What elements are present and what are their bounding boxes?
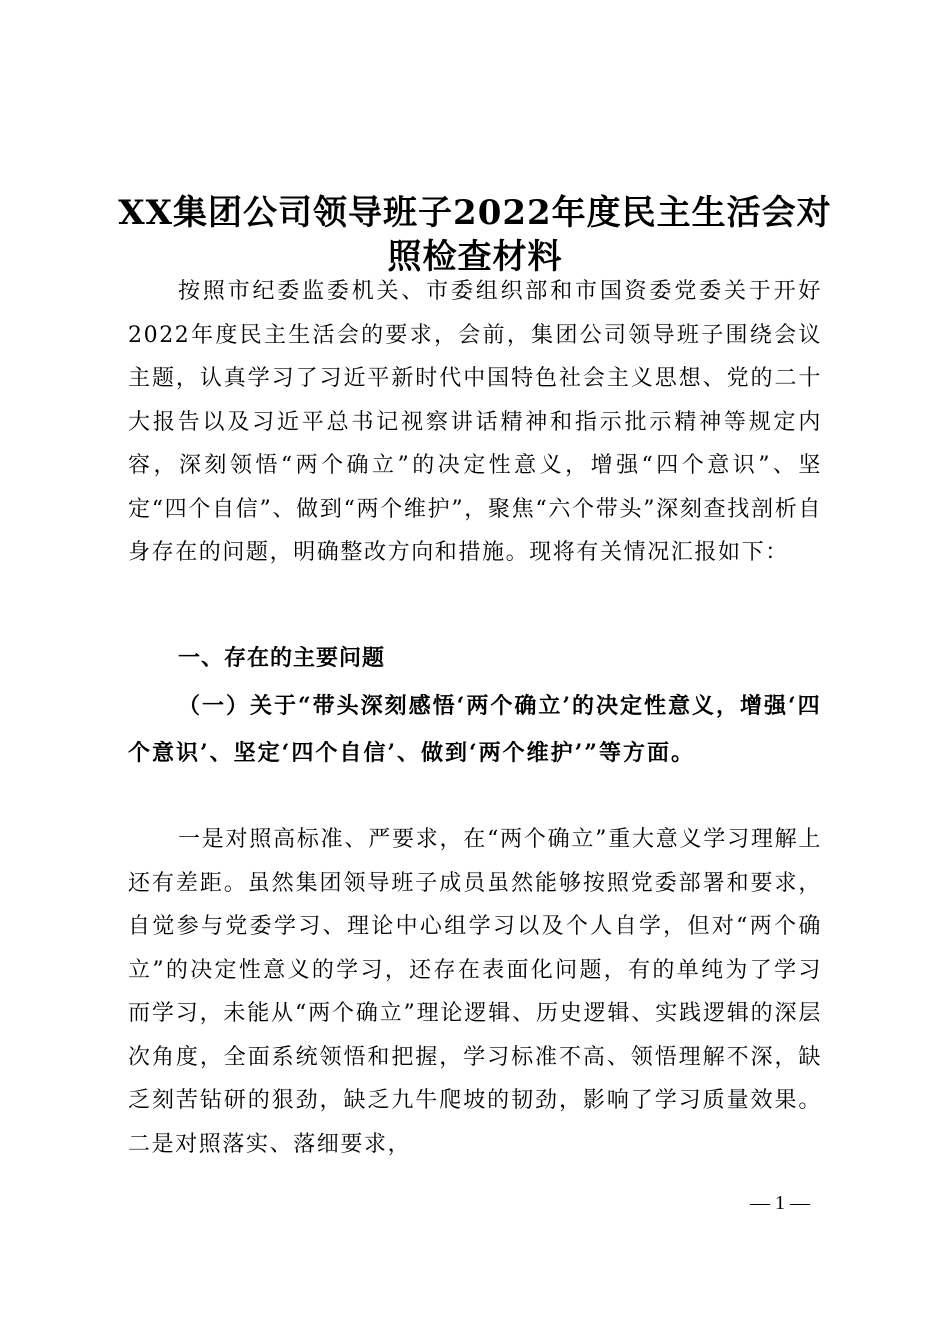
- subsection-heading: （一）关于“带头深刻感悟‘两个确立’的决定性意义，增强‘四个意识’、坚定‘四个自信’、做到‘两个维护’”等方面。: [128, 693, 822, 766]
- main-paragraph: 一是对照高标准、严要求，在“两个确立”重大意义学习理解上还有差距。虽然集团领导班子成员虽然能够按照党委部署和要求，自觉参与党委学习、理论中心组学习以及个人自学，但对“两个确立”的决定性意义的学习，还存在表面化问题，有的单纯为了学习而学习，未能从“两个确立”理论逻辑、历史逻辑、实践逻辑的深层次角度，全面系统领悟和把握，学习标准不高、领悟理解不深，缺乏刻苦钻研的狠劲，缺乏九牛爬坡的韧劲，影响了学习质量效果。二是对照落实、落细要求，: [128, 827, 822, 1157]
- intro-paragraph: 按照市纪委监委机关、市委组织部和市国资委党委关于开好2022年度民主生活会的要求，会前，集团公司领导班子围绕会议主题，认真学习了习近平新时代中国特色社会主义思想、党的二十大报告以及习近平总书记视察讲话精神和指示批示精神等规定内容，深刻领悟“两个确立”的决定性意义，增强“四个意识”、坚定“四个自信”、做到“两个维护”，聚焦“六个带头”深刻查找剖析自身存在的问题，明确整改方向和措施。现将有关情况汇报如下：: [128, 279, 822, 565]
- page-number: — 1 —: [750, 1192, 810, 1214]
- document-title: XX集团公司领导班子2022年度民主生活会对照检查材料: [118, 192, 832, 277]
- section-heading: 一、存在的主要问题: [178, 646, 386, 671]
